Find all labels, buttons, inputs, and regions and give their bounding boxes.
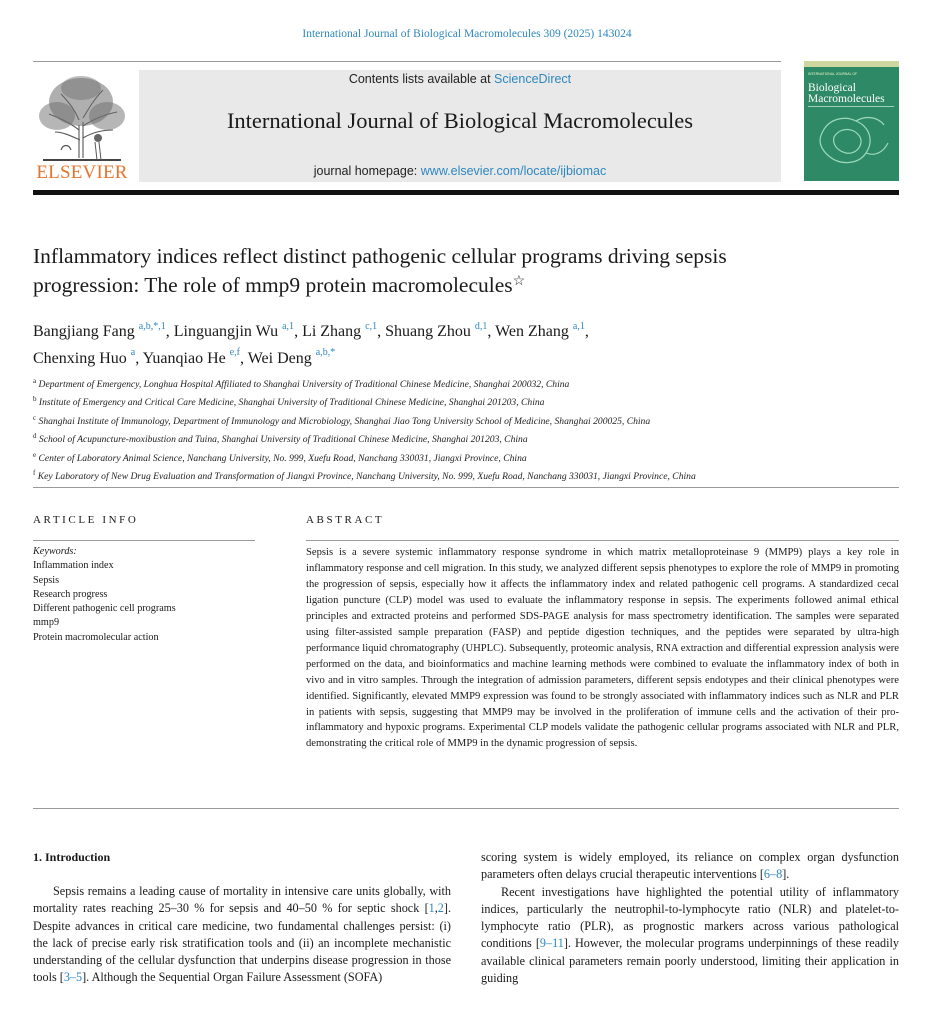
journal-cover-art bbox=[804, 61, 899, 181]
article-title bbox=[33, 242, 813, 299]
section-heading-introduction: 1. Introduction bbox=[33, 850, 111, 864]
author[interactable]: Li Zhang $^{c,1}$, bbox=[302, 321, 386, 341]
journal-cover-image[interactable] bbox=[804, 61, 899, 181]
keyword: Sepsis bbox=[33, 574, 60, 586]
contents-line bbox=[139, 72, 781, 86]
section-rule bbox=[33, 808, 899, 809]
contents-prefix: Contents lists available at bbox=[348, 72, 495, 86]
cover-title-line2: Macromolecules bbox=[808, 93, 885, 105]
abstract-text: Sepsis is a severe systemic inflammatory response syndrome in which matrix metalloproteinase 9 (MMP9) plays a key role in inflammatory response and cell migration. In this study, we analyzed different sepsis phenotypes to explore the role of MMP9 in promoting the progression of sepsis, especially how it affects the inflammatory index and related pathogenic cell programs. A standardized cecal ligation puncture (CLP) model was used to evaluate the inflammatory response in sepsis. The experiments followed animal ethical principles and extracted proteins and performed SDS-PAGE analysis for mass spectrometry identification. The samples were separated using filter-assisted sample preparation (FASP) and peptide digestion techniques, and the peptides were separated by ultra-high performance liquid chromatography (UHPLC). Subsequently, proteomic analysis, RNA extraction and differential expression analysis were performed on the data, and bioinformatics and machine learning methods were combined to evaluate the inflammatory index of both in vivo and in vitro samples. Through the integration of admission parameters, different sepsis endotypes and their clinical phenotypes were identified. Significantly, elevated MMP9 expression was found to be strongly associated with inflammatory indices such as NLR and PLR in patients with sepsis, suggesting that MMP9 may be involved in the proliferation of immune cells and the activation of their pro-inflammatory and hypoxic programs. Experimental CLP models validate the pathogenic cellular programs associated with NLR and PLR, demonstrating the critical role of MMP9 in the dynamic progression of sepsis. bbox=[306, 547, 899, 750]
title-footnote-star-icon[interactable]: ☆ bbox=[512, 273, 526, 289]
author[interactable]: Yuanqiao He $^{e,f}$, bbox=[142, 347, 248, 367]
article-info-heading: ARTICLE INFO bbox=[33, 514, 139, 526]
article-info-rule bbox=[33, 540, 255, 541]
keywords-label: Keywords: bbox=[33, 546, 77, 557]
citation-link[interactable]: 2 bbox=[437, 901, 444, 916]
affiliation: $^d$ School of Acupuncture-moxibustion and Tuina, Shanghai University of Traditional Chinese Medicine, Shanghai 201203, China bbox=[33, 432, 528, 446]
elsevier-wordmark: ELSEVIER bbox=[36, 162, 128, 183]
author[interactable]: Wei Deng $^{a,b,*}$ bbox=[247, 347, 336, 367]
author[interactable]: Chenxing Huo $^a$, bbox=[33, 347, 143, 367]
keyword: Different pathogenic cell programs bbox=[33, 603, 176, 615]
abstract-heading: ABSTRACT bbox=[306, 514, 385, 526]
affiliation-list bbox=[33, 374, 803, 484]
author[interactable]: Wen Zhang $^{a,1}$, bbox=[495, 321, 589, 341]
section-rule bbox=[33, 487, 899, 488]
journal-title: International Journal of Biological Macromolecules bbox=[226, 108, 694, 133]
keyword: mmp9 bbox=[33, 617, 60, 629]
affiliation: $^a$ Department of Emergency, Longhua Hospital Affiliated to Shanghai University of Traditional Chinese Medicine, Shanghai 200032, China bbox=[33, 377, 570, 391]
body-paragraph: scoring system is widely employed, its reliance on complex organ dysfunction parameters often delays crucial therapeutic interventions [6–8]. bbox=[481, 850, 899, 882]
keyword: Inflammation index bbox=[33, 560, 114, 572]
cover-title-line1: Biological bbox=[808, 82, 856, 94]
homepage-line bbox=[139, 164, 781, 178]
keyword: Research progress bbox=[33, 588, 108, 600]
header-top-rule bbox=[33, 61, 781, 62]
article-title-text: Inflammatory indices reflect distinct pathogenic cellular programs driving sepsis progression: The role of mmp9 protein macromolecules bbox=[33, 244, 727, 297]
homepage-link[interactable]: www.elsevier.com/locate/ijbiomac bbox=[420, 164, 607, 178]
sciencedirect-link[interactable]: ScienceDirect bbox=[494, 72, 572, 86]
author[interactable]: Bangjiang Fang $^{a,b,*,1}$, bbox=[33, 321, 174, 341]
body-paragraph: Sepsis remains a leading cause of mortality in intensive care units globally, with mortality rates reaching 25–30 % for sepsis and 40–50 % for septic shock [1,2]. Despite advances in critical care medicine, two fundamental challenges persist: (i) the lack of precise early risk stratification tools and (ii) an incomplete mechanistic understanding of the cellular dysfunction that underpins disease progression in those tools [3–5]. Although the Sequential Organ Failure Assessment (SOFA) bbox=[33, 884, 451, 985]
body-column-left bbox=[33, 883, 451, 987]
affiliation: $^b$ Institute of Emergency and Critical Care Medicine, Shanghai University of Traditional Chinese Medicine, Shanghai 201203, China bbox=[33, 395, 545, 409]
body-column-right bbox=[481, 849, 899, 987]
citation-link[interactable]: 9–11 bbox=[539, 936, 564, 951]
affiliation: $^e$ Center of Laboratory Animal Science, Nanchang University, No. 999, Xuefu Road, Nanchang 330031, Jiangxi Province, China bbox=[33, 450, 527, 464]
affiliation: $^c$ Shanghai Institute of Immunology, Department of Immunology and Microbiology, Shanghai Jiao Tong University School of Medicine, Shanghai 200025, China bbox=[33, 413, 651, 427]
author[interactable]: Shuang Zhou $^{d,1}$, bbox=[385, 321, 496, 341]
keywords-block bbox=[33, 545, 255, 645]
author[interactable]: Linguangjin Wu $^{a,1}$, bbox=[173, 321, 303, 341]
affiliation: $^f$ Key Laboratory of New Drug Evaluation and Transformation of Jiangxi Province, Nanchang University, No. 999, Xuefu Road, Nanchang 330031, Jiangxi Province, China bbox=[33, 468, 696, 483]
abstract-rule bbox=[306, 540, 899, 541]
citation-link[interactable]: 1 bbox=[428, 901, 435, 916]
header-thick-rule bbox=[33, 190, 899, 195]
cover-kicker: INTERNATIONAL JOURNAL OF bbox=[808, 72, 858, 76]
author-list bbox=[33, 317, 793, 370]
body-paragraph: Recent investigations have highlighted the potential utility of inflammatory indices, particularly the neutrophil-to-lymphocyte ratio (NLR) and platelet-to-lymphocyte ratio (PLR), as prognostic markers across various pathological conditions [9–11]. However, the molecular programs underpinnings of these readily available clinical parameters remain poorly understood, limiting their application in guiding bbox=[481, 884, 899, 986]
homepage-prefix: journal homepage: bbox=[313, 164, 421, 178]
citation-link[interactable]: 6–8 bbox=[763, 867, 783, 882]
keyword: Protein macromolecular action bbox=[33, 631, 159, 643]
citation-link[interactable]: 3–5 bbox=[63, 970, 83, 985]
running-head[interactable]: International Journal of Biological Macromolecules 309 (2025) 143024 bbox=[302, 28, 632, 40]
